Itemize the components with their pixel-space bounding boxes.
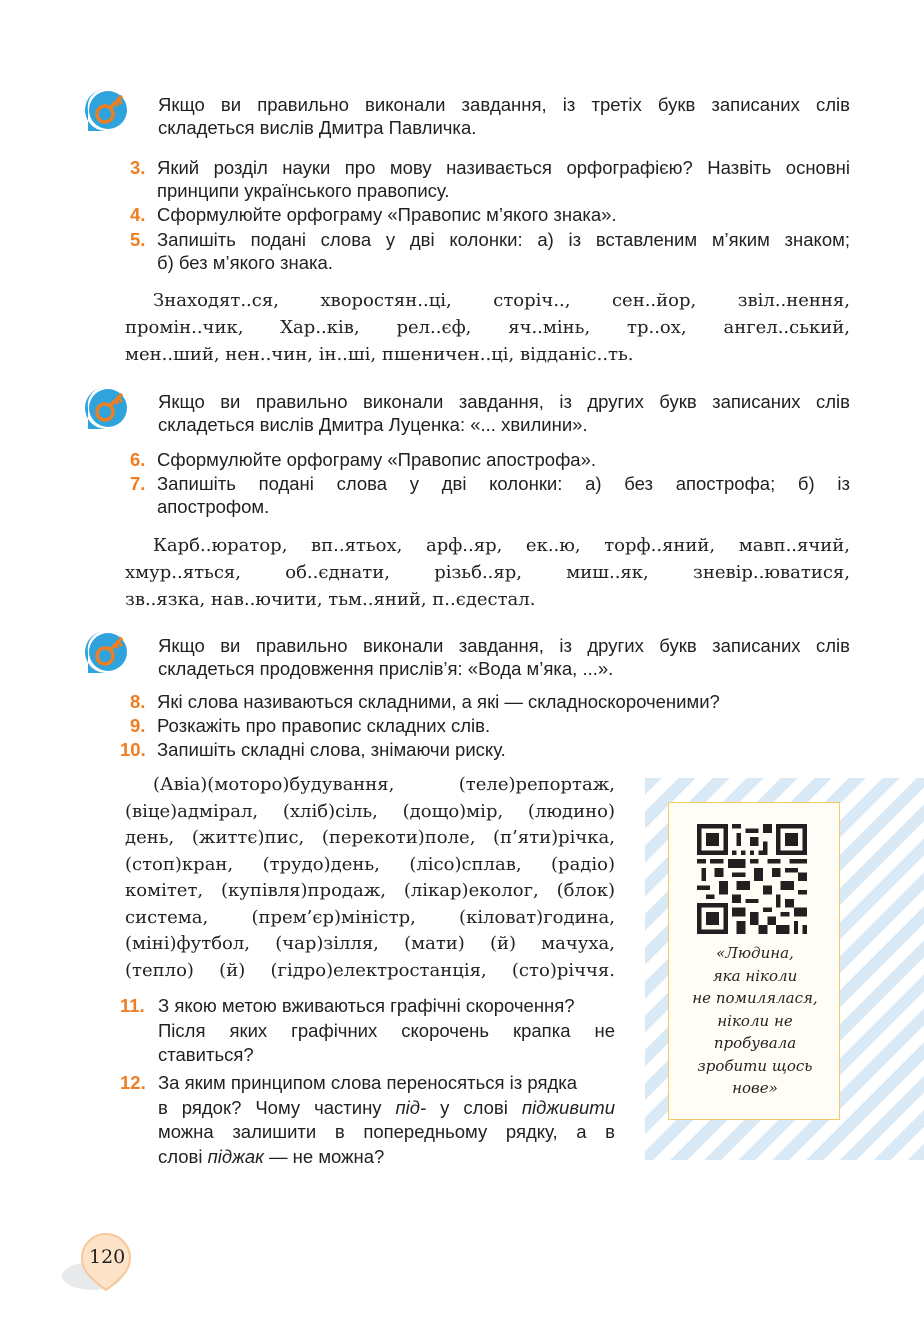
task-5-text: Запишіть подані слова у дві колонки: а) із вставленим м’яким знаком; (157, 229, 850, 250)
task-number: 7. (130, 473, 146, 494)
task-number: 9. (130, 715, 146, 736)
task-line: можна залишити в попередньому рядку, а в (158, 1121, 615, 1142)
task-5-text-cont: б) без м’якого знака. (157, 252, 333, 273)
key-icon (82, 86, 130, 134)
exercise-line: (Авіа)(моторо)будування, (теле)репортаж, (153, 774, 615, 795)
exercise-line: мен..ший, нен..чин, ін..ші, пшеничен..ці, відданіс..ть. (125, 344, 634, 365)
exercise-10-words (125, 772, 615, 984)
task-7-text: Запишіть подані слова у дві колонки: а) без апострофа; б) із (157, 473, 850, 494)
task-number: 3. (130, 157, 146, 178)
task-number: 11. (120, 995, 145, 1016)
key-note-3: Якщо ви правильно виконали завдання, із других букв записаних слів (158, 635, 850, 656)
page-number: 120 (89, 1246, 126, 1268)
task-4-text: Сформулюйте орфограму «Правопис м’якого знака». (157, 204, 617, 225)
task-7-text-cont: апострофом. (157, 496, 270, 517)
task-line: За яким принципом слова переносяться із рядка (158, 1072, 578, 1093)
task-line: ставиться? (158, 1044, 254, 1065)
exercise-line: Знаходят..ся, хворостян..ці, сторіч.., сен..йор, звіл..нення, (153, 290, 850, 311)
exercise-line: (віце)адмірал, (хліб)сіль, (дощо)мір, (людино) (125, 800, 615, 822)
exercise-line: система, (прем’єр)міністр, (кіловат)година, (125, 906, 615, 928)
task-12-text (158, 1071, 615, 1169)
task-line: в рядок? Чому частину під- у слові підживити (158, 1096, 615, 1118)
key-note-3-cont: складеться продовження прислів’я: «Вода м’яка, ...». (158, 658, 614, 679)
key-note-2: Якщо ви правильно виконали завдання, із других букв записаних слів (158, 391, 850, 412)
task-9-text: Розкажіть про правопис складних слів. (157, 715, 491, 736)
task-number: 4. (130, 204, 146, 225)
exercise-5-words (125, 287, 850, 368)
task-number: 12. (120, 1072, 146, 1093)
exercise-line: (міні)футбол, (чар)зілля, (мати) (й) мачуха, (125, 933, 615, 954)
task-line: З якою метою вживаються графічні скорочення? (158, 995, 575, 1016)
task-3-text: Який розділ науки про мову називається орфографією? Назвіть основні (157, 157, 850, 178)
task-number: 10. (120, 739, 146, 760)
task-10-text: Запишіть складні слова, знімаючи риску. (157, 739, 506, 760)
exercise-line: промін..чик, Хар..ків, рел..єф, яч..мінь, тр..ох, ангел..ський, (125, 317, 850, 338)
exercise-line: комітет, (купівля)продаж, (лікар)еколог, (блок) (125, 880, 615, 901)
key-note-1-cont: складеться вислів Дмитра Павличка. (158, 117, 477, 138)
key-note-1: Якщо ви правильно виконали завдання, із третіх букв записаних слів (158, 94, 850, 115)
exercise-line: (стоп)кран, (трудо)день, (лісо)сплав, (радіо) (125, 853, 615, 875)
qr-code[interactable] (697, 824, 807, 934)
task-6-text: Сформулюйте орфограму «Правопис апострофа». (157, 449, 597, 470)
task-number: 5. (130, 229, 146, 250)
exercise-line: день, (життє)пис, (перекоти)поле, (п’яти)річка, (125, 827, 615, 848)
task-11-text (158, 994, 615, 1068)
task-number: 8. (130, 691, 146, 712)
task-line: Після яких графічних скорочень крапка не (158, 1019, 615, 1041)
task-line: слові піджак — не можна? (158, 1145, 385, 1167)
key-note-2-cont: складеться вислів Дмитра Луценка: «... хвилини». (158, 414, 588, 435)
task-8-text: Які слова називаються складними, а які — складноскороченими? (157, 691, 720, 712)
exercise-7-words (125, 532, 850, 613)
task-3-text-cont: принципи українського правопису. (157, 180, 450, 201)
task-number: 6. (130, 449, 146, 470)
exercise-line: зв..язка, нав..ючити, тьм..яний, п..єдестал. (125, 589, 536, 610)
sidebar-quote: «Людина, яка ніколи не помилялася, ніколи не пробувала зробити щось нове» (692, 944, 818, 1097)
exercise-line: хмур..яться, об..єднати, різьб..яр, миш..як, зневір..юватися, (125, 562, 850, 583)
key-icon (82, 384, 130, 432)
exercise-line: (тепло) (й) (гідро)електростанція, (сто)річчя. (125, 959, 615, 981)
key-icon (82, 628, 130, 676)
exercise-line: Карб..юратор, вп..ятьох, арф..яр, ек..ю, торф..яний, мавп..ячий, (153, 535, 850, 556)
